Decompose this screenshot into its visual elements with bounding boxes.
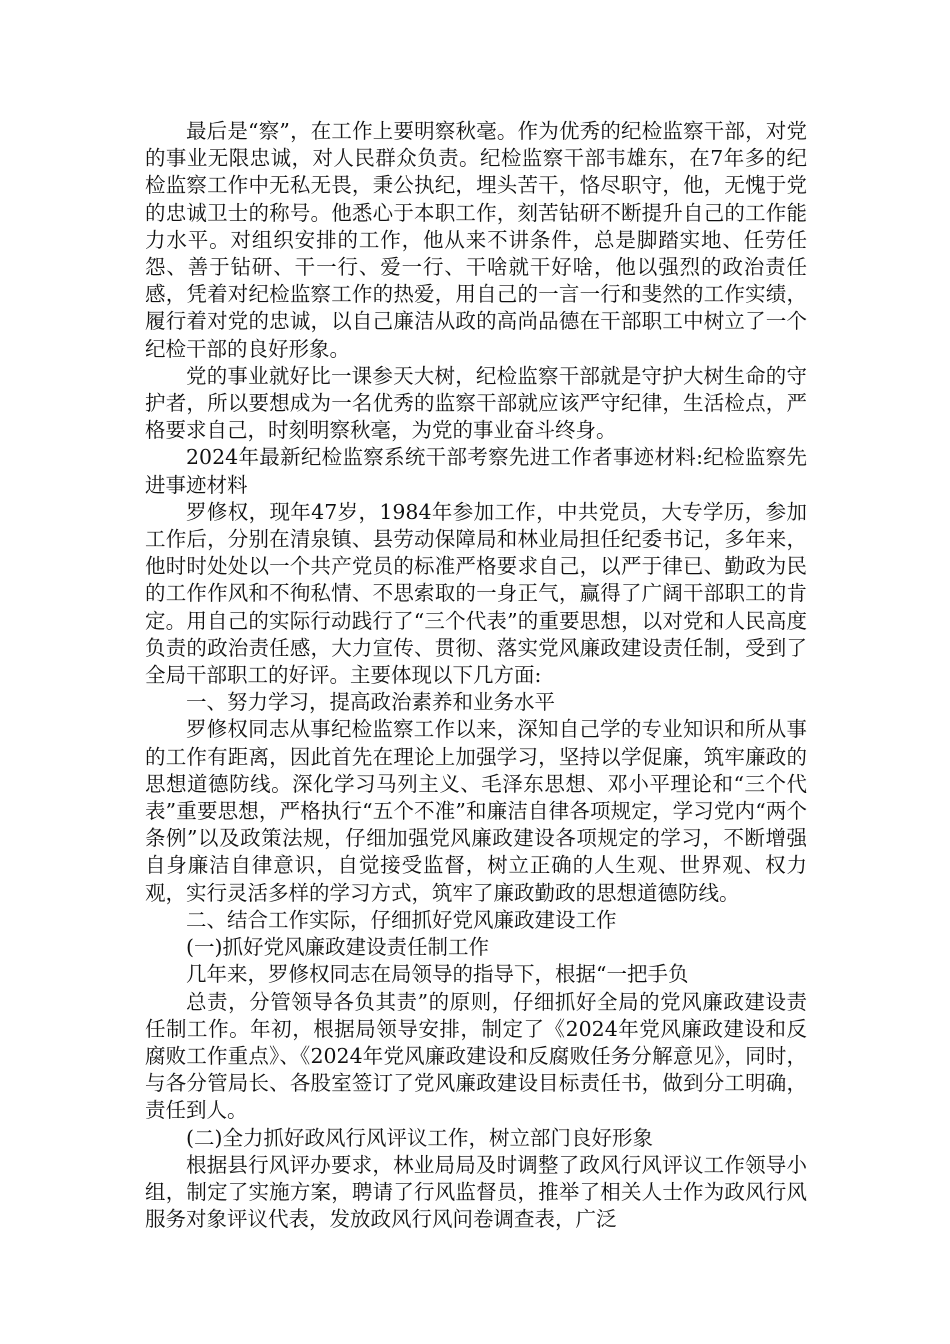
heading-work: 二、结合工作实际，仔细抓好党风廉政建设工作: [186, 907, 617, 932]
heading-study: 一、努力学习，提高政治素养和业务水平: [186, 690, 555, 715]
subheading-responsibility: (一)抓好党风廉政建设责任制工作: [186, 935, 489, 960]
paragraph-review: 根据县行风评办要求，林业局局及时调整了政风行风评议工作领导小组，制定了实施方案，聘请了行风监督员，推举了相关人士作为政风行风服务对象评议代表，发放政风行风问卷调查表，广泛: [145, 1152, 807, 1232]
section-title: 2024年最新纪检监察系统干部考察先进工作者事迹材料:纪检监察先进事迹材料: [145, 445, 807, 497]
subheading-review: (二)全力抓好政风行风评议工作，树立部门良好形象: [186, 1125, 653, 1150]
paragraph-introduction: 罗修权，现年47岁，1984年参加工作，中共党员，大专学历，参加工作后，分别在清泉镇、县劳动保障局和林业局担任纪委书记，多年来，他时时处处以一个共产党员的标准严格要求自己，以严于律已、勤政为民的工作作风和不徇私情、不思索取的一身正气，赢得了广阔干部职工的肯定。用自己的实际行动践行了“三个代表”的重要思想，以对党和人民高度负责的政治责任感，大力宣传、贯彻、落实党风廉政建设责任制，受到了全局干部职工的好评。主要体现以下几方面:: [145, 499, 807, 688]
paragraph-cha: 最后是“察”，在工作上要明察秋毫。作为优秀的纪检监察干部，对党的事业无限忠诚，对人民群众负责。纪检监察干部韦雄东，在7年多的纪检监察工作中无私无畏，秉公执纪，埋头苦干，恪尽职守，他，无愧于党的忠诚卫士的称号。他悉心于本职工作，刻苦钻研不断提升自己的工作能力水平。对组织安排的工作，他从来不讲条件，总是脚踏实地、任劳任怨、善于钻研、干一行、爱一行、干啥就干好啥，他以强烈的政治责任感，凭着对纪检监察工作的热爱，用自己的一言一行和斐然的工作实绩，履行着对党的忠诚，以自己廉洁从政的高尚品德在干部职工中树立了一个纪检干部的良好形象。: [145, 119, 807, 361]
paragraph-party-tree: 党的事业就好比一课参天大树，纪检监察干部就是守护大树生命的守护者，所以要想成为一名优秀的监察干部就应该严守纪律，生活检点，严格要求自己，时刻明察秋毫，为党的事业奋斗终身。: [145, 363, 807, 443]
paragraph-responsibility-start: 几年来，罗修权同志在局领导的指导下，根据“一把手负: [186, 962, 689, 987]
paragraph-responsibility-cont: 总责，分管领导各负其责”的原则，仔细抓好全局的党风廉政建设责任制工作。年初，根据局领导安排，制定了《2024年党风廉政建设和反腐败工作重点》、《2024年党风廉政建设和反腐败任务分解意见》，同时，与各分管局长、各股室签订了党风廉政建设目标责任书，做到分工明确，责任到人。: [145, 989, 807, 1123]
paragraph-study: 罗修权同志从事纪检监察工作以来，深知自己学的专业知识和所从事的工作有距离，因此首先在理论上加强学习，坚持以学促廉，筑牢廉政的思想道德防线。深化学习马列主义、毛泽东思想、邓小平理论和“三个代表”重要思想，严格执行“五个不准”和廉洁自律各项规定，学习党内“两个条例”以及政策法规，仔细加强党风廉政建设各项规定的学习，不断增强自身廉洁自律意识，自觉接受监督，树立正确的人生观、世界观、权力观，实行灵活多样的学习方式，筑牢了廉政勤政的思想道德防线。: [145, 717, 807, 905]
document-body: [145, 118, 807, 1233]
